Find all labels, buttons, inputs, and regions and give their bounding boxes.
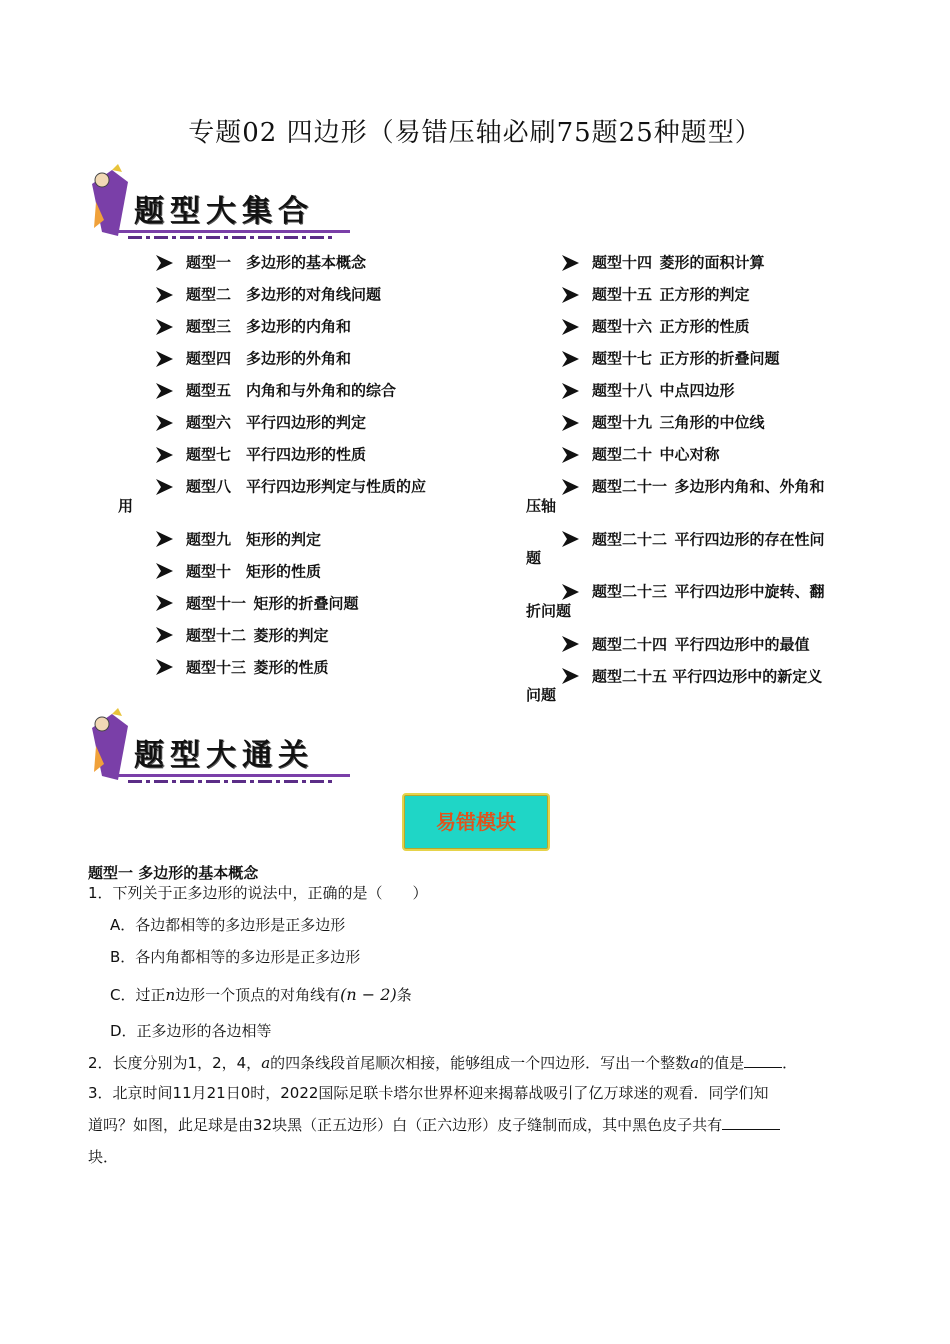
toc-item[interactable]: 题型二十五 平行四边形中的新定义 问题	[526, 667, 823, 704]
toc-item[interactable]: 题型二 多边形的对角线问题	[154, 278, 484, 310]
banner-title: 题型大通关	[134, 738, 314, 773]
arrow-bullet-icon	[154, 658, 174, 676]
question-1-option-c: C．过正n边形一个顶点的对角线有(n − 2)条	[110, 985, 412, 1004]
toc-item[interactable]: 题型九 矩形的判定	[154, 523, 484, 555]
arrow-bullet-icon	[154, 286, 174, 304]
arrow-bullet-icon	[154, 350, 174, 368]
arrow-bullet-icon	[154, 318, 174, 336]
toc-item[interactable]: 题型四 多边形的外角和	[154, 342, 484, 374]
toc-item[interactable]: 题型二十二 平行四边形的存在性问 题	[526, 530, 825, 567]
arrow-bullet-icon	[560, 583, 580, 601]
question-1-stem: 1．下列关于正多边形的说法中，正确的是（ ）	[88, 884, 428, 902]
toc-item[interactable]: 题型二十 中心对称	[560, 438, 870, 470]
arrow-bullet-icon	[154, 414, 174, 432]
arrow-bullet-icon	[560, 667, 580, 685]
toc-item[interactable]: 题型十四 菱形的面积计算	[560, 246, 870, 278]
arrow-bullet-icon	[154, 562, 174, 580]
toc-item[interactable]: 题型十三 菱形的性质	[154, 651, 484, 683]
toc-right-column	[526, 246, 870, 712]
toc-item[interactable]: 题型十六 正方形的性质	[560, 310, 870, 342]
arrow-bullet-icon	[560, 286, 580, 304]
arrow-bullet-icon	[154, 382, 174, 400]
answer-blank[interactable]	[722, 1115, 780, 1130]
toc-left-column	[118, 246, 484, 683]
arrow-bullet-icon	[560, 350, 580, 368]
arrow-bullet-icon	[154, 478, 174, 496]
toc-item[interactable]: 题型十八 中点四边形	[560, 374, 870, 406]
question-1-option-b: B．各内角都相等的多边形是正多边形	[110, 948, 361, 966]
question-3-line-2: 道吗？如图，此足球是由32块黑（正五边形）白（正六边形）皮子缝制而成，其中黑色皮子共有	[88, 1114, 780, 1136]
section-heading: 题型一 多边形的基本概念	[88, 864, 259, 882]
arrow-bullet-icon	[560, 635, 580, 653]
banner-question-types	[88, 162, 358, 246]
arrow-bullet-icon	[560, 530, 580, 548]
toc-item[interactable]: 题型二十三 平行四边形中旋转、翻 折问题	[526, 582, 825, 620]
page-title: 专题02 四边形（易错压轴必刷75题25种题型）	[188, 118, 762, 148]
question-3-line-3: 块．	[88, 1148, 119, 1166]
toc-item[interactable]: 题型二十一 多边形内角和、外角和 压轴	[526, 477, 825, 515]
toc-item[interactable]: 题型十二 菱形的判定	[154, 619, 484, 651]
question-3-line-1: 3．北京时间11月21日0时，2022国际足联卡塔尔世界杯迎来揭幕战吸引了亿万球迷的观看．同学们知	[88, 1084, 769, 1102]
answer-blank[interactable]	[744, 1053, 782, 1068]
toc-item[interactable]: 题型十 矩形的性质	[154, 555, 484, 587]
arrow-bullet-icon	[154, 530, 174, 548]
arrow-bullet-icon	[154, 594, 174, 612]
toc-item[interactable]: 题型十九 三角形的中位线	[560, 406, 870, 438]
toc-item[interactable]: 题型八 平行四边形判定与性质的应 用	[118, 477, 427, 515]
question-1-option-a: A．各边都相等的多边形是正多边形	[110, 916, 346, 934]
module-button[interactable]: 易错模块	[402, 793, 550, 851]
arrow-bullet-icon	[560, 414, 580, 432]
toc-item[interactable]: 题型一 多边形的基本概念	[154, 246, 484, 278]
arrow-bullet-icon	[560, 254, 580, 272]
banner-question-practice	[88, 706, 358, 790]
arrow-bullet-icon	[560, 382, 580, 400]
arrow-bullet-icon	[560, 478, 580, 496]
toc-item[interactable]: 题型十一 矩形的折叠问题	[154, 587, 484, 619]
question-2: 2．长度分别为1，2，4，a的四条线段首尾顺次相接，能够组成一个四边形．写出一个整数a的值是 ．	[88, 1054, 798, 1072]
toc-item[interactable]: 题型六 平行四边形的判定	[154, 406, 484, 438]
toc-item[interactable]: 题型十五 正方形的判定	[560, 278, 870, 310]
arrow-bullet-icon	[560, 446, 580, 464]
question-1-option-d: D．正多边形的各边相等	[110, 1022, 272, 1040]
toc-item[interactable]: 题型三 多边形的内角和	[154, 310, 484, 342]
banner-title: 题型大集合	[134, 194, 314, 229]
toc-item[interactable]: 题型十七 正方形的折叠问题	[560, 342, 870, 374]
arrow-bullet-icon	[154, 254, 174, 272]
arrow-bullet-icon	[154, 626, 174, 644]
toc-item[interactable]: 题型七 平行四边形的性质	[154, 438, 484, 470]
toc-item[interactable]: 题型五 内角和与外角和的综合	[154, 374, 484, 406]
toc-item[interactable]: 题型二十四 平行四边形中的最值	[560, 628, 870, 660]
arrow-bullet-icon	[560, 318, 580, 336]
arrow-bullet-icon	[154, 446, 174, 464]
